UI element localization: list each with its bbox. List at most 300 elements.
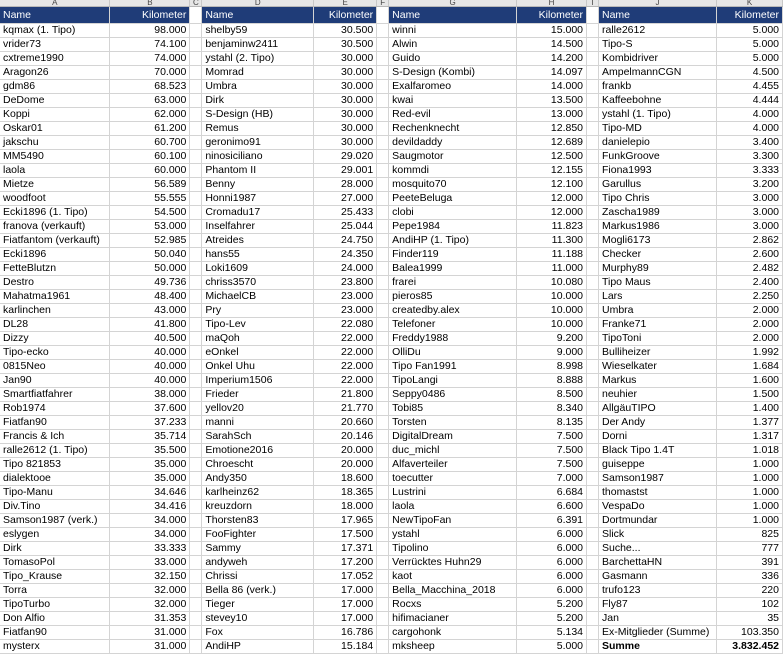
name-cell[interactable]: Tieger bbox=[202, 598, 314, 612]
separator-cell[interactable] bbox=[190, 402, 202, 416]
separator-cell[interactable] bbox=[377, 248, 389, 262]
name-cell[interactable]: NewTipoFan bbox=[389, 514, 517, 528]
name-cell[interactable]: AmpelmannCGN bbox=[598, 66, 716, 80]
kilometer-cell[interactable]: 70.000 bbox=[110, 66, 190, 80]
kilometer-cell[interactable]: 17.965 bbox=[314, 514, 377, 528]
separator-cell[interactable] bbox=[377, 220, 389, 234]
separator-cell[interactable] bbox=[377, 570, 389, 584]
kilometer-cell[interactable]: 5.200 bbox=[517, 612, 587, 626]
separator-cell[interactable] bbox=[190, 388, 202, 402]
name-cell[interactable]: Checker bbox=[598, 248, 716, 262]
name-cell[interactable]: PeeteBeluga bbox=[389, 192, 517, 206]
name-cell[interactable]: Alfaverteiler bbox=[389, 458, 517, 472]
separator-cell[interactable] bbox=[587, 108, 599, 122]
separator-cell[interactable] bbox=[377, 612, 389, 626]
name-cell[interactable]: karlinchen bbox=[0, 304, 110, 318]
name-cell[interactable]: frankb bbox=[598, 80, 716, 94]
separator-cell[interactable] bbox=[587, 7, 599, 24]
kilometer-cell[interactable]: 30.000 bbox=[314, 52, 377, 66]
kilometer-cell[interactable]: 24.750 bbox=[314, 234, 377, 248]
separator-cell[interactable] bbox=[587, 388, 599, 402]
name-cell[interactable]: Lustrini bbox=[389, 486, 517, 500]
separator-cell[interactable] bbox=[190, 122, 202, 136]
kilometer-cell[interactable]: 49.736 bbox=[110, 276, 190, 290]
name-cell[interactable]: Tipolino bbox=[389, 542, 517, 556]
separator-cell[interactable] bbox=[587, 178, 599, 192]
name-cell[interactable]: createdby.alex bbox=[389, 304, 517, 318]
name-cell[interactable]: neuhier bbox=[598, 388, 716, 402]
name-cell[interactable]: Dizzy bbox=[0, 332, 110, 346]
kilometer-cell[interactable]: 6.000 bbox=[517, 528, 587, 542]
kilometer-cell[interactable]: 9.000 bbox=[517, 346, 587, 360]
name-cell[interactable]: Tipo Fan1991 bbox=[389, 360, 517, 374]
column-letter-c[interactable]: C bbox=[190, 0, 202, 7]
separator-cell[interactable] bbox=[587, 374, 599, 388]
name-cell[interactable]: Ecki1896 (1. Tipo) bbox=[0, 206, 110, 220]
kilometer-cell[interactable]: 74.100 bbox=[110, 38, 190, 52]
separator-cell[interactable] bbox=[587, 626, 599, 640]
name-cell[interactable]: Fox bbox=[202, 626, 314, 640]
separator-cell[interactable] bbox=[587, 472, 599, 486]
name-cell[interactable]: TipoTurbo bbox=[0, 598, 110, 612]
name-cell[interactable]: danielepio bbox=[598, 136, 716, 150]
kilometer-cell[interactable]: 11.300 bbox=[517, 234, 587, 248]
kilometer-cell[interactable]: 2.482 bbox=[716, 262, 782, 276]
kilometer-cell[interactable]: 31.000 bbox=[110, 626, 190, 640]
name-cell[interactable]: AllgäuTIPO bbox=[598, 402, 716, 416]
kilometer-cell[interactable]: 8.135 bbox=[517, 416, 587, 430]
name-cell[interactable]: TipoLangi bbox=[389, 374, 517, 388]
kilometer-cell[interactable]: 14.000 bbox=[517, 80, 587, 94]
kilometer-cell[interactable]: 20.146 bbox=[314, 430, 377, 444]
kilometer-cell[interactable]: 30.500 bbox=[314, 24, 377, 38]
name-cell[interactable]: Ecki1896 bbox=[0, 248, 110, 262]
separator-cell[interactable] bbox=[587, 416, 599, 430]
kilometer-cell[interactable]: 34.000 bbox=[110, 514, 190, 528]
separator-cell[interactable] bbox=[190, 556, 202, 570]
name-cell[interactable]: Fly87 bbox=[598, 598, 716, 612]
kilometer-cell[interactable]: 18.600 bbox=[314, 472, 377, 486]
separator-cell[interactable] bbox=[190, 500, 202, 514]
name-cell[interactable]: Markus1986 bbox=[598, 220, 716, 234]
separator-cell[interactable] bbox=[190, 150, 202, 164]
column-letter-a[interactable]: A bbox=[0, 0, 110, 7]
kilometer-cell[interactable]: 18.365 bbox=[314, 486, 377, 500]
kilometer-cell[interactable]: 22.000 bbox=[314, 346, 377, 360]
kilometer-cell[interactable]: 5.000 bbox=[716, 24, 782, 38]
name-cell[interactable]: ralle2612 bbox=[598, 24, 716, 38]
kilometer-cell[interactable]: 38.000 bbox=[110, 388, 190, 402]
kilometer-cell[interactable]: 3.000 bbox=[716, 220, 782, 234]
name-cell[interactable]: Kaffeebohne bbox=[598, 94, 716, 108]
name-cell[interactable]: Bulliheizer bbox=[598, 346, 716, 360]
separator-cell[interactable] bbox=[377, 402, 389, 416]
header-kilometer-1[interactable]: Kilometer bbox=[110, 7, 190, 24]
column-letter-b[interactable]: B bbox=[110, 0, 190, 7]
separator-cell[interactable] bbox=[587, 318, 599, 332]
column-letter-h[interactable]: H bbox=[517, 0, 587, 7]
column-letter-f[interactable]: F bbox=[377, 0, 389, 7]
name-cell[interactable]: duc_michl bbox=[389, 444, 517, 458]
name-cell[interactable]: Onkel Uhu bbox=[202, 360, 314, 374]
name-cell[interactable]: Markus bbox=[598, 374, 716, 388]
separator-cell[interactable] bbox=[190, 458, 202, 472]
name-cell[interactable]: SarahSch bbox=[202, 430, 314, 444]
kilometer-cell[interactable]: 4.000 bbox=[716, 122, 782, 136]
kilometer-cell[interactable]: 34.646 bbox=[110, 486, 190, 500]
kilometer-cell[interactable]: 1.500 bbox=[716, 388, 782, 402]
name-cell[interactable]: Rob1974 bbox=[0, 402, 110, 416]
separator-cell[interactable] bbox=[587, 598, 599, 612]
kilometer-cell[interactable]: 777 bbox=[716, 542, 782, 556]
name-cell[interactable]: Tipo-Manu bbox=[0, 486, 110, 500]
separator-cell[interactable] bbox=[377, 416, 389, 430]
name-cell[interactable]: Alwin bbox=[389, 38, 517, 52]
kilometer-cell[interactable]: 220 bbox=[716, 584, 782, 598]
kilometer-cell[interactable]: 32.000 bbox=[110, 598, 190, 612]
header-kilometer-2[interactable]: Kilometer bbox=[314, 7, 377, 24]
separator-cell[interactable] bbox=[190, 24, 202, 38]
name-cell[interactable]: andyweh bbox=[202, 556, 314, 570]
name-cell[interactable]: Rechenknecht bbox=[389, 122, 517, 136]
separator-cell[interactable] bbox=[190, 38, 202, 52]
name-cell[interactable]: Momrad bbox=[202, 66, 314, 80]
kilometer-cell[interactable]: 5.000 bbox=[517, 640, 587, 654]
separator-cell[interactable] bbox=[377, 556, 389, 570]
name-cell[interactable]: Umbra bbox=[202, 80, 314, 94]
kilometer-cell[interactable]: 60.700 bbox=[110, 136, 190, 150]
separator-cell[interactable] bbox=[190, 528, 202, 542]
name-cell[interactable]: devildaddy bbox=[389, 136, 517, 150]
name-cell[interactable]: FetteBlutzn bbox=[0, 262, 110, 276]
kilometer-cell[interactable]: 23.800 bbox=[314, 276, 377, 290]
kilometer-cell[interactable]: 17.371 bbox=[314, 542, 377, 556]
kilometer-cell[interactable]: 48.400 bbox=[110, 290, 190, 304]
name-cell[interactable]: pieros85 bbox=[389, 290, 517, 304]
separator-cell[interactable] bbox=[377, 360, 389, 374]
name-cell[interactable]: Kombidriver bbox=[598, 52, 716, 66]
kilometer-cell[interactable]: 6.000 bbox=[517, 584, 587, 598]
kilometer-cell[interactable]: 20.660 bbox=[314, 416, 377, 430]
separator-cell[interactable] bbox=[377, 346, 389, 360]
separator-cell[interactable] bbox=[377, 458, 389, 472]
name-cell[interactable]: vrider73 bbox=[0, 38, 110, 52]
separator-cell[interactable] bbox=[190, 7, 202, 24]
name-cell[interactable]: Black Tipo 1.4T bbox=[598, 444, 716, 458]
separator-cell[interactable] bbox=[587, 500, 599, 514]
name-cell[interactable]: VespaDo bbox=[598, 500, 716, 514]
separator-cell[interactable] bbox=[377, 80, 389, 94]
name-cell[interactable]: Oskar01 bbox=[0, 122, 110, 136]
separator-cell[interactable] bbox=[377, 262, 389, 276]
kilometer-cell[interactable]: 17.000 bbox=[314, 612, 377, 626]
kilometer-cell[interactable]: 10.000 bbox=[517, 304, 587, 318]
name-cell[interactable]: DeDome bbox=[0, 94, 110, 108]
name-cell[interactable]: dialektooe bbox=[0, 472, 110, 486]
separator-cell[interactable] bbox=[587, 150, 599, 164]
name-cell[interactable]: FunkGroove bbox=[598, 150, 716, 164]
kilometer-cell[interactable]: 5.134 bbox=[517, 626, 587, 640]
kilometer-cell[interactable]: 10.080 bbox=[517, 276, 587, 290]
separator-cell[interactable] bbox=[377, 94, 389, 108]
name-cell[interactable]: karlheinz62 bbox=[202, 486, 314, 500]
kilometer-cell[interactable]: 35 bbox=[716, 612, 782, 626]
kilometer-cell[interactable]: 30.500 bbox=[314, 38, 377, 52]
name-cell[interactable]: ystahl (1. Tipo) bbox=[598, 108, 716, 122]
separator-cell[interactable] bbox=[377, 486, 389, 500]
name-cell[interactable]: Tipo-Lev bbox=[202, 318, 314, 332]
name-cell[interactable]: Garullus bbox=[598, 178, 716, 192]
kilometer-cell[interactable]: 2.000 bbox=[716, 304, 782, 318]
name-cell[interactable]: Dorni bbox=[598, 430, 716, 444]
name-cell[interactable]: Exalfaromeo bbox=[389, 80, 517, 94]
kilometer-cell[interactable]: 1.018 bbox=[716, 444, 782, 458]
separator-cell[interactable] bbox=[587, 80, 599, 94]
kilometer-cell[interactable]: 29.001 bbox=[314, 164, 377, 178]
kilometer-cell[interactable]: 3.400 bbox=[716, 136, 782, 150]
kilometer-cell[interactable]: 6.000 bbox=[517, 556, 587, 570]
separator-cell[interactable] bbox=[377, 500, 389, 514]
name-cell[interactable]: Destro bbox=[0, 276, 110, 290]
kilometer-cell[interactable]: 1.000 bbox=[716, 458, 782, 472]
kilometer-cell[interactable]: 2.250 bbox=[716, 290, 782, 304]
kilometer-cell[interactable]: 12.100 bbox=[517, 178, 587, 192]
name-cell[interactable]: kommdi bbox=[389, 164, 517, 178]
name-cell[interactable]: chriss3570 bbox=[202, 276, 314, 290]
separator-cell[interactable] bbox=[377, 7, 389, 24]
kilometer-cell[interactable]: 9.200 bbox=[517, 332, 587, 346]
kilometer-cell[interactable]: 54.500 bbox=[110, 206, 190, 220]
kilometer-cell[interactable]: 13.500 bbox=[517, 94, 587, 108]
name-cell[interactable]: Jan90 bbox=[0, 374, 110, 388]
separator-cell[interactable] bbox=[587, 164, 599, 178]
kilometer-cell[interactable]: 52.985 bbox=[110, 234, 190, 248]
kilometer-cell[interactable]: 1.000 bbox=[716, 472, 782, 486]
name-cell[interactable]: eOnkel bbox=[202, 346, 314, 360]
name-cell[interactable]: trufo123 bbox=[598, 584, 716, 598]
name-cell[interactable]: Pry bbox=[202, 304, 314, 318]
separator-cell[interactable] bbox=[377, 150, 389, 164]
kilometer-cell[interactable]: 6.000 bbox=[517, 542, 587, 556]
kilometer-cell[interactable]: 391 bbox=[716, 556, 782, 570]
separator-cell[interactable] bbox=[377, 640, 389, 654]
name-cell[interactable]: Verrücktes Huhn29 bbox=[389, 556, 517, 570]
separator-cell[interactable] bbox=[190, 542, 202, 556]
kilometer-cell[interactable]: 55.555 bbox=[110, 192, 190, 206]
kilometer-cell[interactable]: 25.433 bbox=[314, 206, 377, 220]
kilometer-cell[interactable]: 60.100 bbox=[110, 150, 190, 164]
kilometer-cell[interactable]: 5.000 bbox=[716, 52, 782, 66]
separator-cell[interactable] bbox=[587, 542, 599, 556]
name-cell[interactable]: Zascha1989 bbox=[598, 206, 716, 220]
kilometer-cell[interactable]: 7.000 bbox=[517, 472, 587, 486]
separator-cell[interactable] bbox=[190, 164, 202, 178]
kilometer-cell[interactable]: 11.188 bbox=[517, 248, 587, 262]
separator-cell[interactable] bbox=[587, 332, 599, 346]
kilometer-cell[interactable]: 12.000 bbox=[517, 206, 587, 220]
separator-cell[interactable] bbox=[377, 332, 389, 346]
separator-cell[interactable] bbox=[377, 108, 389, 122]
kilometer-cell[interactable]: 30.000 bbox=[314, 66, 377, 80]
separator-cell[interactable] bbox=[377, 472, 389, 486]
separator-cell[interactable] bbox=[377, 388, 389, 402]
kilometer-cell[interactable]: 14.200 bbox=[517, 52, 587, 66]
name-cell[interactable]: Dirk bbox=[202, 94, 314, 108]
name-cell[interactable]: Murphy89 bbox=[598, 262, 716, 276]
name-cell[interactable]: Pepe1984 bbox=[389, 220, 517, 234]
separator-cell[interactable] bbox=[587, 192, 599, 206]
name-cell[interactable]: Torsten bbox=[389, 416, 517, 430]
kilometer-cell[interactable]: 35.000 bbox=[110, 458, 190, 472]
name-cell[interactable]: Freddy1988 bbox=[389, 332, 517, 346]
name-cell[interactable]: OlliDu bbox=[389, 346, 517, 360]
separator-cell[interactable] bbox=[587, 234, 599, 248]
name-cell[interactable]: clobi bbox=[389, 206, 517, 220]
separator-cell[interactable] bbox=[587, 248, 599, 262]
separator-cell[interactable] bbox=[587, 206, 599, 220]
name-cell[interactable]: Dortmundar bbox=[598, 514, 716, 528]
name-cell[interactable]: 0815Neo bbox=[0, 360, 110, 374]
kilometer-cell[interactable]: 34.000 bbox=[110, 528, 190, 542]
separator-cell[interactable] bbox=[377, 276, 389, 290]
name-cell[interactable]: shelby59 bbox=[202, 24, 314, 38]
separator-cell[interactable] bbox=[377, 136, 389, 150]
kilometer-cell[interactable]: 12.850 bbox=[517, 122, 587, 136]
kilometer-cell[interactable]: 1.000 bbox=[716, 500, 782, 514]
separator-cell[interactable] bbox=[587, 346, 599, 360]
kilometer-cell[interactable]: 825 bbox=[716, 528, 782, 542]
kilometer-cell[interactable]: 6.600 bbox=[517, 500, 587, 514]
name-cell[interactable]: mksheep bbox=[389, 640, 517, 654]
name-cell[interactable]: Ex-Mitglieder (Summe) bbox=[598, 626, 716, 640]
kilometer-cell[interactable]: 18.000 bbox=[314, 500, 377, 514]
kilometer-cell[interactable]: 32.000 bbox=[110, 584, 190, 598]
name-cell[interactable]: Tipo 821853 bbox=[0, 458, 110, 472]
separator-cell[interactable] bbox=[190, 598, 202, 612]
kilometer-cell[interactable]: 30.000 bbox=[314, 136, 377, 150]
kilometer-cell[interactable]: 40.000 bbox=[110, 360, 190, 374]
kilometer-cell[interactable]: 2.600 bbox=[716, 248, 782, 262]
name-cell[interactable]: hifimacianer bbox=[389, 612, 517, 626]
separator-cell[interactable] bbox=[377, 304, 389, 318]
column-letter-e[interactable]: E bbox=[314, 0, 377, 7]
name-cell[interactable]: FooFighter bbox=[202, 528, 314, 542]
separator-cell[interactable] bbox=[377, 24, 389, 38]
separator-cell[interactable] bbox=[190, 220, 202, 234]
column-letter-j[interactable]: J bbox=[598, 0, 716, 7]
kilometer-cell[interactable]: 336 bbox=[716, 570, 782, 584]
name-cell[interactable]: Finder119 bbox=[389, 248, 517, 262]
name-cell[interactable]: Loki1609 bbox=[202, 262, 314, 276]
kilometer-cell[interactable]: 37.600 bbox=[110, 402, 190, 416]
name-cell[interactable]: maQoh bbox=[202, 332, 314, 346]
name-cell[interactable]: frarei bbox=[389, 276, 517, 290]
separator-cell[interactable] bbox=[190, 276, 202, 290]
name-cell[interactable]: woodfoot bbox=[0, 192, 110, 206]
kilometer-cell[interactable]: 33.000 bbox=[110, 556, 190, 570]
header-kilometer-3[interactable]: Kilometer bbox=[517, 7, 587, 24]
kilometer-cell[interactable]: 25.044 bbox=[314, 220, 377, 234]
name-cell[interactable]: Dirk bbox=[0, 542, 110, 556]
separator-cell[interactable] bbox=[190, 584, 202, 598]
kilometer-cell[interactable]: 24.000 bbox=[314, 262, 377, 276]
separator-cell[interactable] bbox=[587, 612, 599, 626]
separator-cell[interactable] bbox=[190, 290, 202, 304]
separator-cell[interactable] bbox=[587, 556, 599, 570]
name-cell[interactable]: ystahl (2. Tipo) bbox=[202, 52, 314, 66]
kilometer-cell[interactable]: 17.000 bbox=[314, 598, 377, 612]
separator-cell[interactable] bbox=[190, 640, 202, 654]
name-cell[interactable]: cxtreme1990 bbox=[0, 52, 110, 66]
separator-cell[interactable] bbox=[587, 290, 599, 304]
kilometer-cell[interactable]: 8.500 bbox=[517, 388, 587, 402]
name-cell[interactable]: Fiatfan90 bbox=[0, 416, 110, 430]
name-cell[interactable]: laola bbox=[0, 164, 110, 178]
separator-cell[interactable] bbox=[377, 122, 389, 136]
kilometer-cell[interactable]: 17.052 bbox=[314, 570, 377, 584]
name-cell[interactable]: Slick bbox=[598, 528, 716, 542]
kilometer-cell[interactable]: 12.689 bbox=[517, 136, 587, 150]
name-cell[interactable]: eslygen bbox=[0, 528, 110, 542]
kilometer-cell[interactable]: 2.000 bbox=[716, 332, 782, 346]
kilometer-cell[interactable]: 3.000 bbox=[716, 192, 782, 206]
separator-cell[interactable] bbox=[587, 304, 599, 318]
kilometer-cell[interactable]: 21.800 bbox=[314, 388, 377, 402]
name-cell[interactable]: Phantom II bbox=[202, 164, 314, 178]
name-cell[interactable]: Honni1987 bbox=[202, 192, 314, 206]
name-cell[interactable]: manni bbox=[202, 416, 314, 430]
separator-cell[interactable] bbox=[190, 486, 202, 500]
name-cell[interactable]: geronimo91 bbox=[202, 136, 314, 150]
separator-cell[interactable] bbox=[190, 66, 202, 80]
separator-cell[interactable] bbox=[587, 360, 599, 374]
kilometer-cell[interactable]: 11.823 bbox=[517, 220, 587, 234]
kilometer-cell[interactable]: 4.500 bbox=[716, 66, 782, 80]
kilometer-cell[interactable]: 22.080 bbox=[314, 318, 377, 332]
separator-cell[interactable] bbox=[190, 94, 202, 108]
kilometer-cell[interactable]: 40.500 bbox=[110, 332, 190, 346]
name-cell[interactable]: Bella 86 (verk.) bbox=[202, 584, 314, 598]
separator-cell[interactable] bbox=[587, 122, 599, 136]
kilometer-cell[interactable]: 50.000 bbox=[110, 262, 190, 276]
name-cell[interactable]: Der Andy bbox=[598, 416, 716, 430]
name-cell[interactable]: Telefoner bbox=[389, 318, 517, 332]
kilometer-cell[interactable]: 7.500 bbox=[517, 444, 587, 458]
kilometer-cell[interactable]: 5.000 bbox=[716, 38, 782, 52]
name-cell[interactable]: ninosiciliano bbox=[202, 150, 314, 164]
separator-cell[interactable] bbox=[377, 542, 389, 556]
kilometer-cell[interactable]: 16.786 bbox=[314, 626, 377, 640]
name-cell[interactable]: Lars bbox=[598, 290, 716, 304]
kilometer-cell[interactable]: 1.317 bbox=[716, 430, 782, 444]
kilometer-cell[interactable]: 30.000 bbox=[314, 122, 377, 136]
separator-cell[interactable] bbox=[190, 206, 202, 220]
separator-cell[interactable] bbox=[377, 192, 389, 206]
name-cell[interactable]: hans55 bbox=[202, 248, 314, 262]
kilometer-cell[interactable]: 63.000 bbox=[110, 94, 190, 108]
kilometer-cell[interactable]: 4.455 bbox=[716, 80, 782, 94]
name-cell[interactable]: BarchettaHN bbox=[598, 556, 716, 570]
kilometer-cell[interactable]: 40.000 bbox=[110, 346, 190, 360]
kilometer-cell[interactable]: 14.500 bbox=[517, 38, 587, 52]
kilometer-cell[interactable]: 3.333 bbox=[716, 164, 782, 178]
kilometer-cell[interactable]: 1.600 bbox=[716, 374, 782, 388]
name-cell[interactable]: Mahatma1961 bbox=[0, 290, 110, 304]
name-cell[interactable]: Emotione2016 bbox=[202, 444, 314, 458]
separator-cell[interactable] bbox=[190, 626, 202, 640]
name-cell[interactable]: jakschu bbox=[0, 136, 110, 150]
name-cell[interactable]: Suche... bbox=[598, 542, 716, 556]
